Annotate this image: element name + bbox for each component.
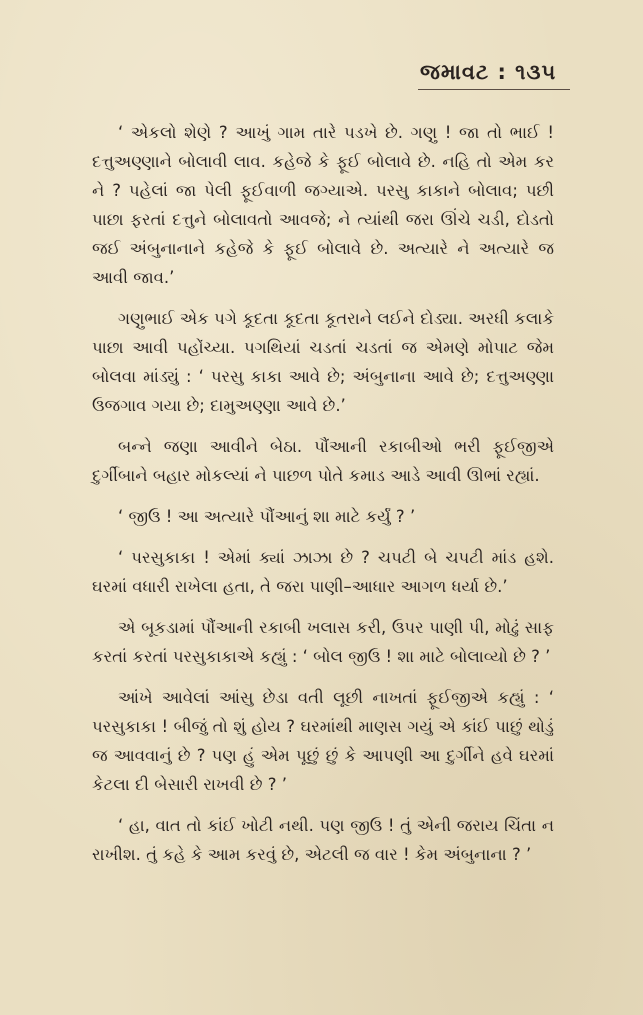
paragraph: ગણુભાઈ એક પગે કૂદતા કૂદતા કૂતરાને લઈને દોડ્યા. અરધી કલાકે પાછા આવી પહોંચ્યા. પગથિયાં ચડતાં ચડતાં જ એમણે મોપાટ જેમ બોલવા માંડ્યું : ‘ પરસુ કાકા આવે છે; અંબુનાના આવે છે; દત્તુઅણ્ણા ઉજગાવ ગયા છે; દામુઅણ્ણા આવે છે.’ bbox=[92, 309, 554, 415]
paragraph: આંખે આવેલાં આંસુ છેડા વતી લૂછી નાખતાં ફૂઈજીએ કહ્યું : ‘ પરસુકાકા ! બીજું તો શું હોય ? ઘરમાંથી માણસ ગયું એ કાંઈ પાછું થોડું જ આવવાનું છે ? પણ હું એમ પૂછું છું કે આપણી આ દુર્ગીને હવે ઘરમાં કેટલા દી બેસારી રાખવી છે ? ’ bbox=[92, 688, 554, 794]
paragraph: એ બૂકડામાં પૌંઆની રકાબી ખલાસ કરી, ઉપર પાણી પી, મોઢું સાફ કરતાં કરતાં પરસુકાકાએ કહ્યું : ‘ બોલ જીઉ ! શા માટે બોલાવ્યો છે ? ’ bbox=[92, 618, 554, 666]
paragraph: ‘ હા, વાત તો કાંઈ ખોટી નથી. પણ જીઉ ! તું એની જરાય ચિંતા ન રાખીશ. તું કહે કે આમ કરવું છે, એટલી જ વાર ! કેમ અંબુનાના ? ’ bbox=[92, 816, 554, 864]
paragraph: ‘ એકલો શેણે ? આખું ગામ તારે પડખે છે. ગણુ ! જા તો ભાઈ ! દત્તુઅણ્ણાને બોલાવી લાવ. કહેજે કે ફૂઈ બોલાવે છે. નહિ તો એમ કર ને ? પહેલાં જા પેલી ફૂઈવાળી જગ્યાએ. પરસુ કાકાને બોલાવ; પછી પાછા ફરતાં દત્તુને બોલાવતો આવજે; ને ત્યાંથી જરા ઊંચે ચડી, દોડતો જઈ અંબુનાનાને કહેજે કે ફૂઈ બોલાવે છે. અત્યારે ને અત્યારે જ આવી જાવ.’ bbox=[92, 123, 554, 287]
running-head-rule bbox=[418, 89, 570, 90]
running-head: જમાવટ : ૧૩૫ bbox=[420, 60, 557, 84]
paragraph: ‘ જીઉ ! આ અત્યારે પૌંઆનું શા માટે કર્યું ? ’ bbox=[118, 507, 416, 526]
paragraph: બન્ને જણા આવીને બેઠા. પૌંઆની રકાબીઓ ભરી ફૂઈજીએ દુર્ગીબાને બહાર મોકલ્યાં ને પાછળ પોતે કમાડ આડે આવી ઊભાં રહ્યાં. bbox=[92, 437, 554, 485]
paragraph: ‘ પરસુકાકા ! એમાં ક્યાં ઝાઝા છે ? ચપટી બે ચપટી માંડ હશે. ઘરમાં વધારી રાખેલા હતા, તે જરા પાણી–આધાર આગળ ધર્યા છે.’ bbox=[92, 548, 554, 596]
page-body bbox=[92, 118, 554, 881]
